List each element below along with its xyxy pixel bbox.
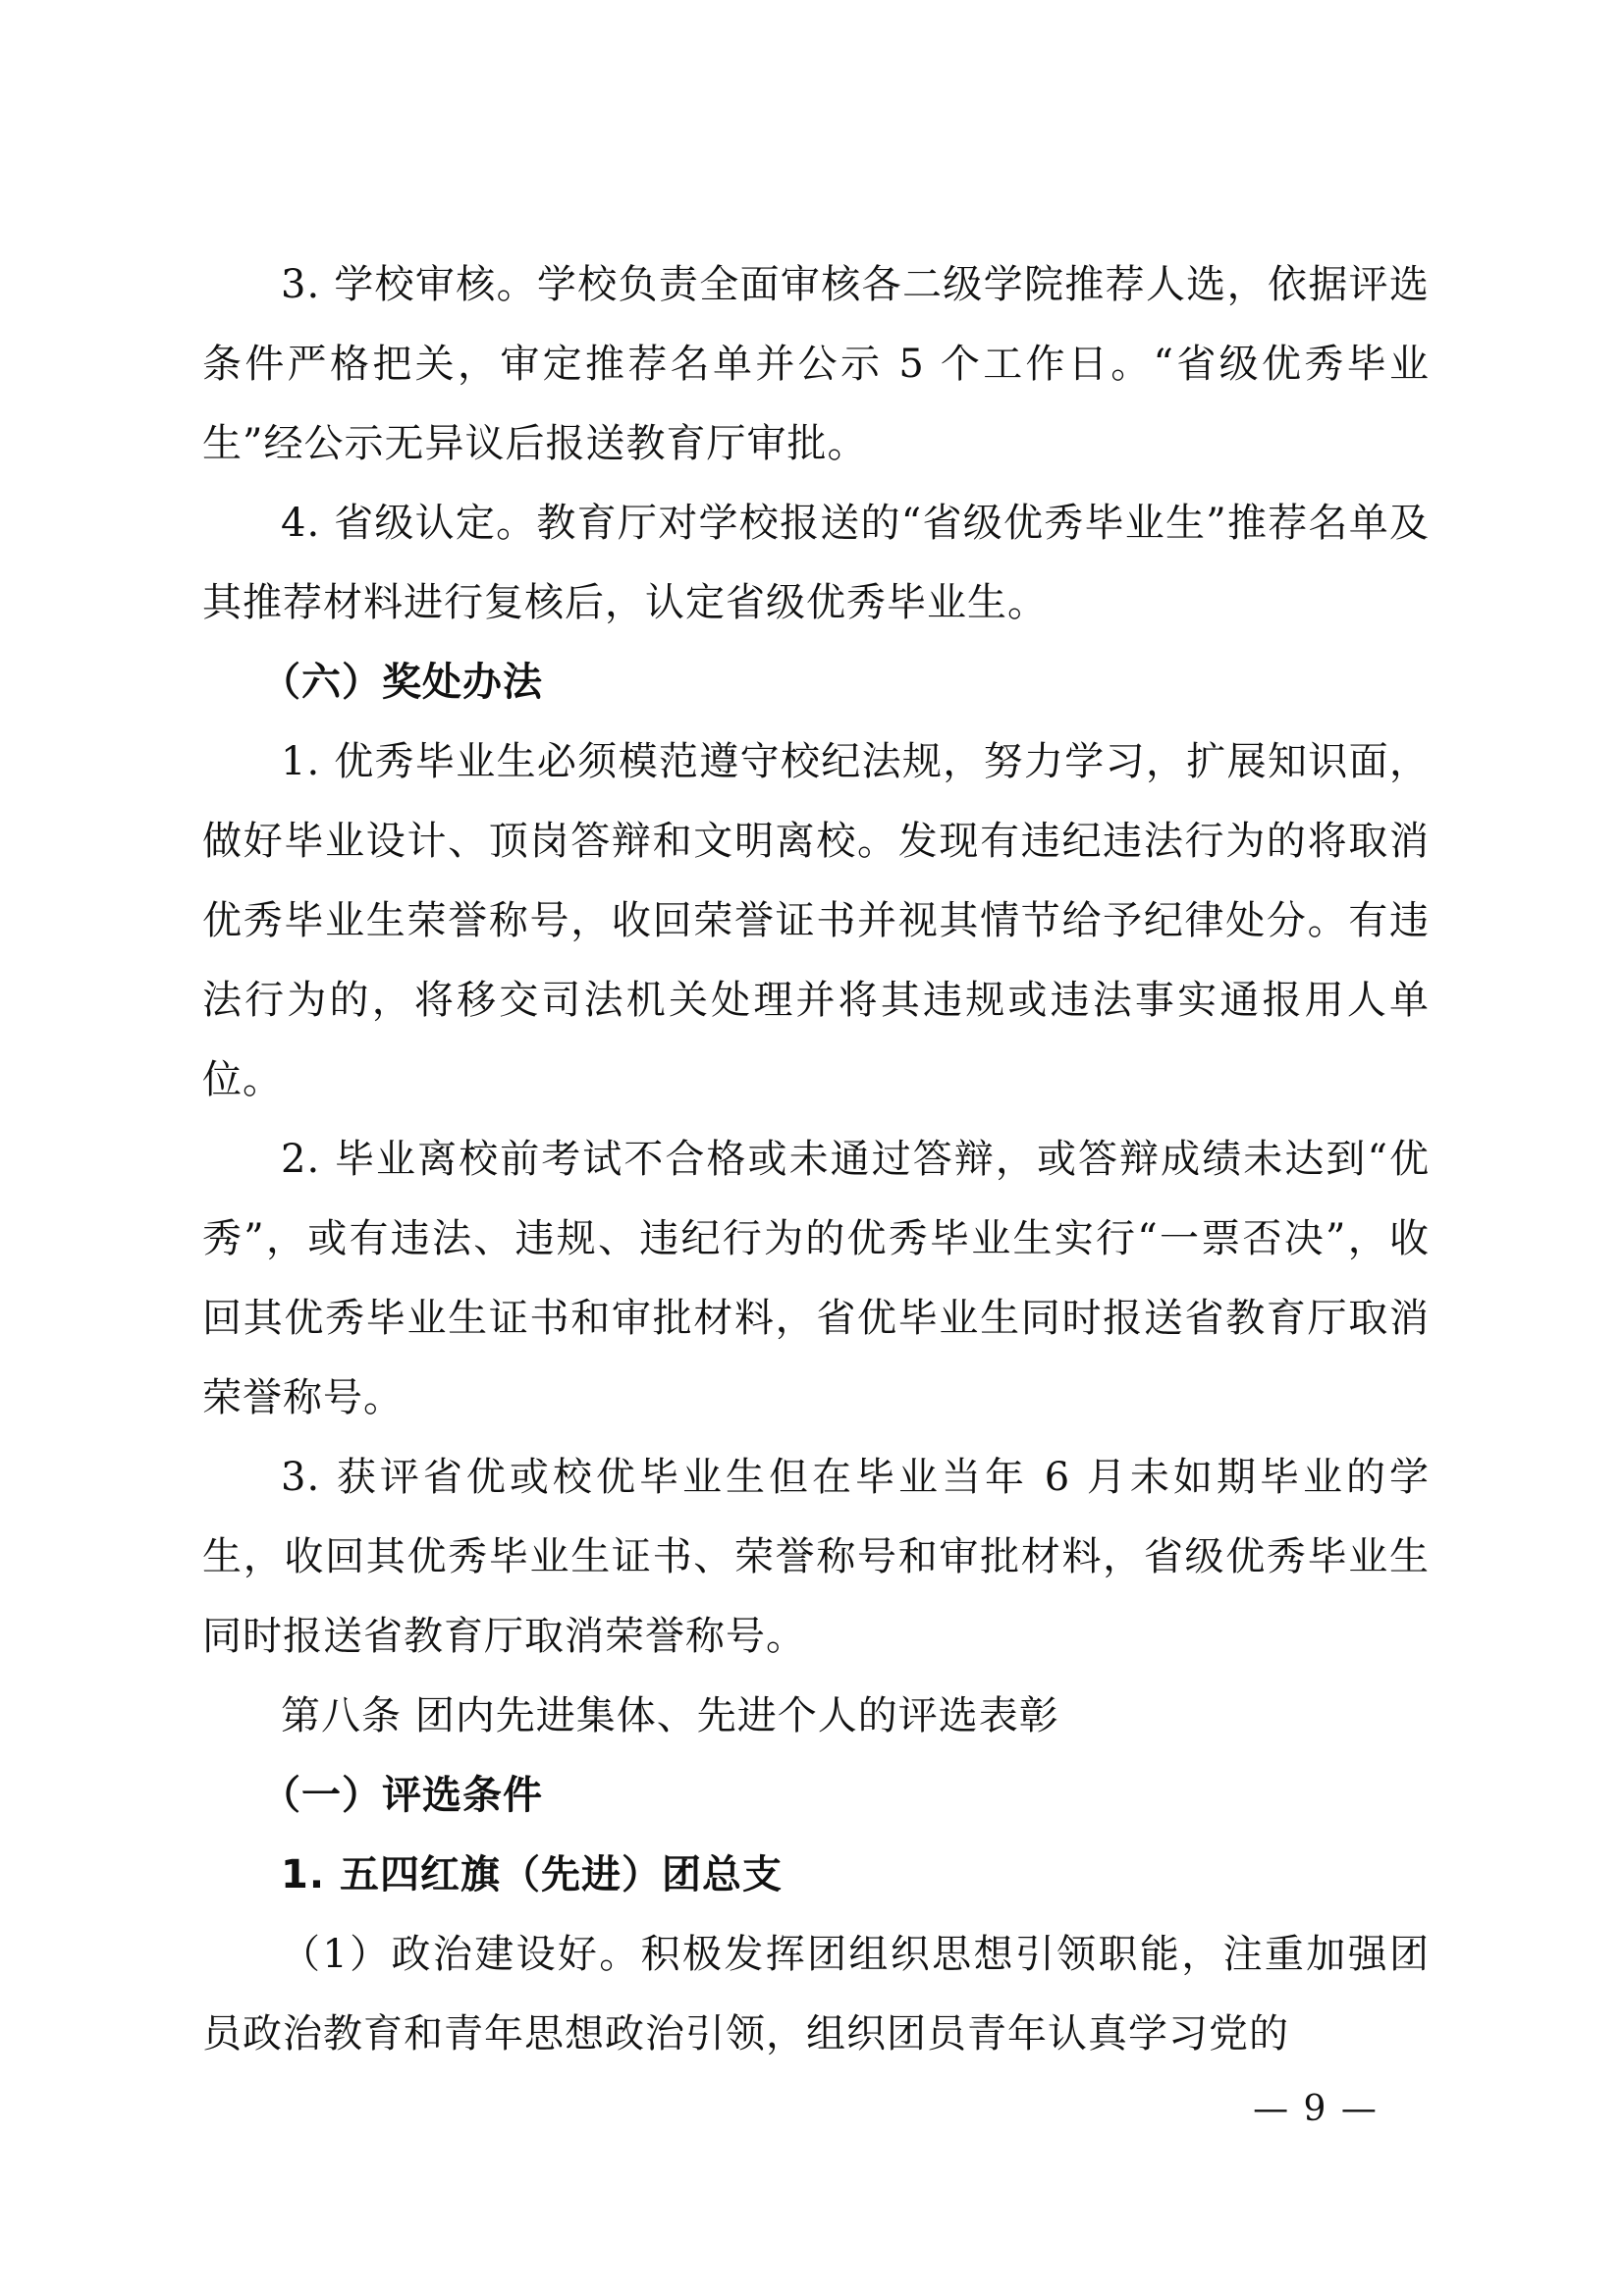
paragraph-political-construction: （1）政治建设好。积极发挥团组织思想引领职能，注重加强团员政治教育和青年思想政治引领，组织团员青年认真学习党的 bbox=[202, 1932, 1430, 2056]
page-number: — 9 — bbox=[1253, 2089, 1379, 2129]
paragraph-reward-rule-1: 1. 优秀毕业生必须模范遵守校纪法规，努力学习，扩展知识面，做好毕业设计、顶岗答辩和文明离校。发现有违纪违法行为的将取消优秀毕业生荣誉称号，收回荣誉证书并视其情节给予纪律处分。有违法行为的，将移交司法机关处理并将其违规或违法事实通报用人单位。 bbox=[202, 739, 1430, 1102]
paragraph-reward-rule-3: 3. 获评省优或校优毕业生但在毕业当年 6 月未如期毕业的学生，收回其优秀毕业生证书、荣誉称号和审批材料，省级优秀毕业生同时报送省教育厅取消荣誉称号。 bbox=[202, 1455, 1430, 1659]
document-body bbox=[202, 245, 1430, 2074]
section-heading-rewards-punishments: （六）奖处办法 bbox=[261, 660, 543, 705]
subheading-may-fourth-red-flag: 1. 五四红旗（先进）团总支 bbox=[281, 1852, 783, 1897]
paragraph-provincial-certification: 4. 省级认定。教育厅对学校报送的“省级优秀毕业生”推荐名单及其推荐材料进行复核后，认定省级优秀毕业生。 bbox=[202, 501, 1430, 625]
paragraph-reward-rule-2: 2. 毕业离校前考试不合格或未通过答辩，或答辩成绩未达到“优秀”，或有违法、违规、违纪行为的优秀毕业生实行“一票否决”，收回其优秀毕业生证书和审批材料，省优毕业生同时报送省教育厅取消荣誉称号。 bbox=[202, 1137, 1430, 1420]
paragraph-school-review: 3. 学校审核。学校负责全面审核各二级学院推荐人选，依据评选条件严格把关，审定推荐名单并公示 5 个工作日。“省级优秀毕业生”经公示无异议后报送教育厅审批。 bbox=[202, 262, 1430, 466]
section-heading-selection-criteria: （一）评选条件 bbox=[261, 1773, 543, 1818]
article-eight-title: 第八条 团内先进集体、先进个人的评选表彰 bbox=[281, 1693, 1059, 1738]
